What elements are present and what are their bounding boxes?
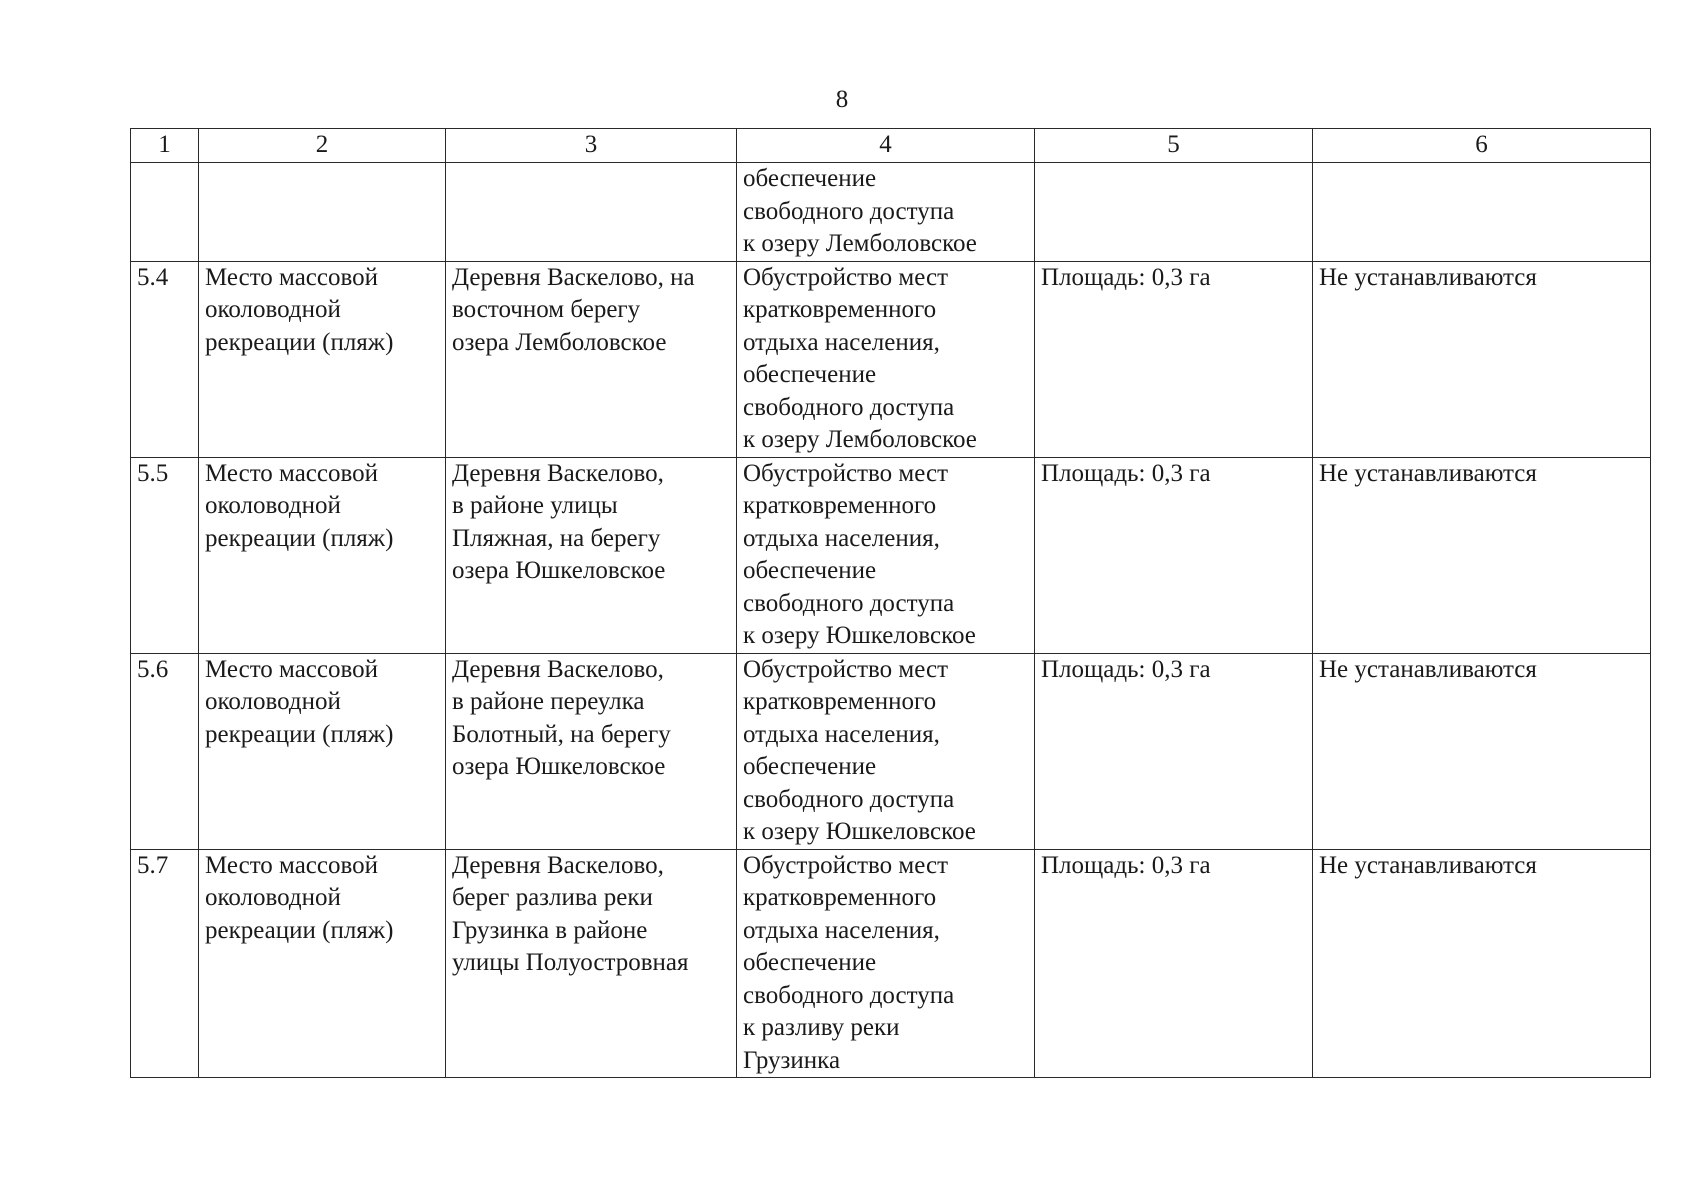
cell-line: Обустройство мест <box>743 851 948 879</box>
column-header-6: 6 <box>1313 129 1651 163</box>
cell-line: к озеру Лемболовское <box>743 230 977 257</box>
cell-line: свободного доступа <box>743 785 955 813</box>
cell-name <box>199 163 446 262</box>
cell-line: Обустройство мест <box>743 655 948 683</box>
cell-line: кратковременного <box>743 688 937 715</box>
cell-line: Деревня Васкелово, <box>452 655 664 683</box>
cell-line: озера Юшкеловское <box>452 557 666 584</box>
table-row <box>131 653 1651 849</box>
cell-line: свободного доступа <box>743 197 955 225</box>
cell-location <box>446 261 737 457</box>
cell-purpose <box>737 653 1035 849</box>
cell-name <box>199 457 446 653</box>
column-header-3: 3 <box>446 129 737 163</box>
cell-name <box>199 653 446 849</box>
cell-name <box>199 261 446 457</box>
document-table <box>130 128 1651 1078</box>
cell-line: к разливу реки <box>743 1014 900 1041</box>
header-row <box>131 129 1651 163</box>
cell-line: озера Лемболовское <box>452 328 667 356</box>
cell-restrictions: Не устанавливаются <box>1313 457 1651 653</box>
cell-params: Площадь: 0,3 га <box>1035 261 1313 457</box>
table-row-continuation <box>131 163 1651 262</box>
cell-line: в районе переулка <box>452 688 645 715</box>
cell-params <box>1035 163 1313 262</box>
cell-line: к озеру Лемболовское <box>743 426 977 453</box>
cell-purpose <box>737 849 1035 1078</box>
page-number: 8 <box>835 86 849 113</box>
cell-purpose <box>737 457 1035 653</box>
cell-line: Грузинка в районе <box>452 916 648 944</box>
cell-restrictions: Не устанавливаются <box>1313 261 1651 457</box>
cell-params: Площадь: 0,3 га <box>1035 849 1313 1078</box>
cell-line: рекреации (пляж) <box>205 720 394 748</box>
table-row <box>131 849 1651 1078</box>
cell-line: Деревня Васкелово, <box>452 459 664 487</box>
cell-line: к озеру Юшкеловское <box>743 818 976 845</box>
cell-line: Место массовой <box>205 263 379 291</box>
cell-line: обеспечение <box>743 165 877 192</box>
cell-line: обеспечение <box>743 557 877 584</box>
cell-line: Деревня Васкелово, на <box>452 263 695 291</box>
cell-line: озера Юшкеловское <box>452 753 666 780</box>
cell-line: рекреации (пляж) <box>205 916 394 944</box>
cell-line: свободного доступа <box>743 981 955 1009</box>
cell-line: отдыха населения, <box>743 524 940 552</box>
cell-restrictions: Не устанавливаются <box>1313 849 1651 1078</box>
cell-line: кратковременного <box>743 492 937 519</box>
column-header-1: 1 <box>131 129 199 163</box>
cell-line: отдыха населения, <box>743 916 940 944</box>
cell-line: околоводной <box>205 688 341 715</box>
cell-line: Место массовой <box>205 851 379 879</box>
cell-restrictions: Не устанавливаются <box>1313 653 1651 849</box>
cell-line: рекреации (пляж) <box>205 524 394 552</box>
cell-number: 5.4 <box>131 261 199 457</box>
cell-params: Площадь: 0,3 га <box>1035 457 1313 653</box>
cell-line: восточном берегу <box>452 296 641 323</box>
cell-line: кратковременного <box>743 884 937 911</box>
cell-location <box>446 457 737 653</box>
cell-purpose <box>737 163 1035 262</box>
cell-line: рекреации (пляж) <box>205 328 394 356</box>
cell-location <box>446 163 737 262</box>
cell-line: Болотный, на берегу <box>452 720 671 748</box>
cell-line: Обустройство мест <box>743 263 948 291</box>
table-row <box>131 457 1651 653</box>
cell-line: в районе улицы <box>452 492 618 519</box>
cell-line: околоводной <box>205 296 341 323</box>
cell-line: отдыха населения, <box>743 328 940 356</box>
cell-line: Место массовой <box>205 655 379 683</box>
cell-purpose <box>737 261 1035 457</box>
cell-number: 5.6 <box>131 653 199 849</box>
cell-line: свободного доступа <box>743 589 955 617</box>
cell-location <box>446 653 737 849</box>
cell-line: Обустройство мест <box>743 459 948 487</box>
cell-line: отдыха населения, <box>743 720 940 748</box>
cell-number: 5.7 <box>131 849 199 1078</box>
cell-line: кратковременного <box>743 296 937 323</box>
cell-line: околоводной <box>205 492 341 519</box>
column-header-5: 5 <box>1035 129 1313 163</box>
cell-number: 5.5 <box>131 457 199 653</box>
cell-line: обеспечение <box>743 753 877 780</box>
cell-line: берег разлива реки <box>452 884 653 911</box>
cell-line: Пляжная, на берегу <box>452 524 661 552</box>
table-row <box>131 261 1651 457</box>
cell-line: к озеру Юшкеловское <box>743 622 976 649</box>
column-header-2: 2 <box>199 129 446 163</box>
cell-line: обеспечение <box>743 949 877 976</box>
cell-line: свободного доступа <box>743 393 955 421</box>
cell-params: Площадь: 0,3 га <box>1035 653 1313 849</box>
cell-number <box>131 163 199 262</box>
cell-line: Место массовой <box>205 459 379 487</box>
column-header-4: 4 <box>737 129 1035 163</box>
cell-name <box>199 849 446 1078</box>
cell-line: околоводной <box>205 884 341 911</box>
cell-line: Грузинка <box>743 1046 841 1074</box>
cell-line: Деревня Васкелово, <box>452 851 664 879</box>
cell-location <box>446 849 737 1078</box>
cell-line: улицы Полуостровная <box>452 949 689 976</box>
cell-line: обеспечение <box>743 361 877 388</box>
cell-restrictions <box>1313 163 1651 262</box>
